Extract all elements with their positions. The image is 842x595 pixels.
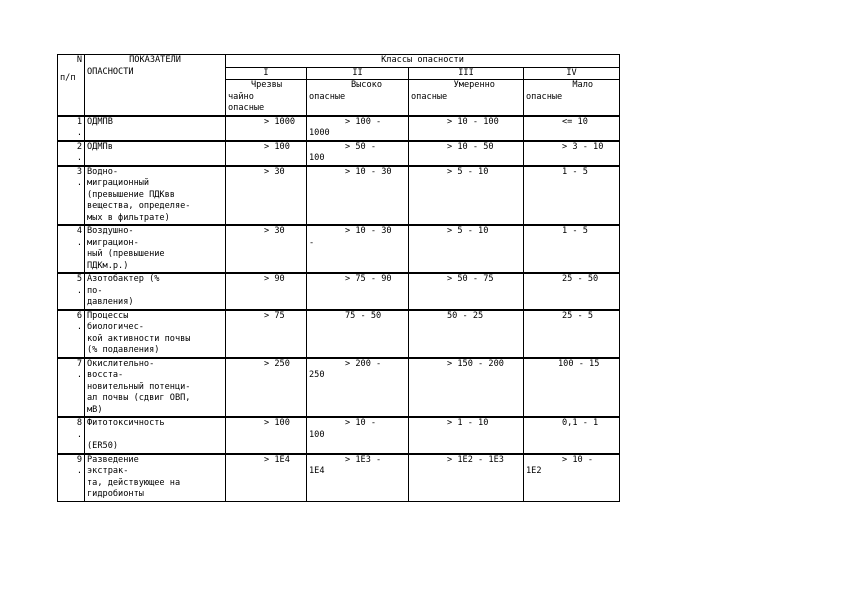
row-number: 5 . <box>58 273 85 310</box>
row-class-1: > 100 <box>226 141 307 166</box>
row-class-2: 75 - 50 <box>307 310 409 358</box>
row-class-3: > 1Е2 - 1Е3 <box>409 454 524 502</box>
row-class-1: > 250 <box>226 358 307 418</box>
row-class-1: > 1Е4 <box>226 454 307 502</box>
row-number: 9 . <box>58 454 85 502</box>
hazard-classes-table <box>57 54 620 502</box>
table-row <box>58 166 620 226</box>
row-class-3: > 10 - 50 <box>409 141 524 166</box>
class-numeral-2: II <box>307 67 409 80</box>
row-number: 2 . <box>58 141 85 166</box>
row-indicator: Окислительно- восста- новительный потенци- ал почвы (сдвиг ОВП, мВ) <box>85 358 226 418</box>
row-class-3: > 5 - 10 <box>409 225 524 273</box>
row-class-1: > 1000 <box>226 116 307 141</box>
class-numeral-1: I <box>226 67 307 80</box>
row-class-2: > 75 - 90 <box>307 273 409 310</box>
table-row <box>58 417 620 454</box>
row-class-2: > 10 - 100 <box>307 417 409 454</box>
class-name-1: Чрезвы чайно опасные <box>226 80 307 116</box>
row-class-4: > 3 - 10 <box>524 141 620 166</box>
row-class-1: > 75 <box>226 310 307 358</box>
row-class-4: 25 - 50 <box>524 273 620 310</box>
row-class-1: > 30 <box>226 225 307 273</box>
class-numeral-4: IV <box>524 67 620 80</box>
row-indicator: Разведение экстрак- та, действующее на гидробионты <box>85 454 226 502</box>
row-class-1: > 90 <box>226 273 307 310</box>
row-indicator: ОДМПВ <box>85 116 226 141</box>
row-indicator: Воздушно- миграцион- ный (превышение ПДКм.р.) <box>85 225 226 273</box>
row-class-4: <= 10 <box>524 116 620 141</box>
row-class-3: > 10 - 100 <box>409 116 524 141</box>
row-class-2: > 100 - 1000 <box>307 116 409 141</box>
row-class-3: > 5 - 10 <box>409 166 524 226</box>
row-indicator: Водно- миграционный (превышение ПДКвв вещества, определяе- мых в фильтрате) <box>85 166 226 226</box>
row-class-2: > 10 - 30 <box>307 166 409 226</box>
row-class-4: 0,1 - 1 <box>524 417 620 454</box>
row-class-4: 1 - 5 <box>524 166 620 226</box>
table-row <box>58 454 620 502</box>
header-classes-title: Классы опасности <box>226 55 620 68</box>
table-row <box>58 273 620 310</box>
row-class-2: > 50 - 100 <box>307 141 409 166</box>
row-number: 8 . <box>58 417 85 454</box>
table-row <box>58 358 620 418</box>
table-row <box>58 116 620 141</box>
class-name-2: Высоко опасные <box>307 80 409 116</box>
row-number: 7 . <box>58 358 85 418</box>
row-number: 6 . <box>58 310 85 358</box>
row-class-4: 1 - 5 <box>524 225 620 273</box>
row-class-3: > 1 - 10 <box>409 417 524 454</box>
class-name-3: Умеренно опасные <box>409 80 524 116</box>
row-class-2: > 1Е3 - 1Е4 <box>307 454 409 502</box>
row-number: 3 . <box>58 166 85 226</box>
row-class-2: > 10 - 30 - <box>307 225 409 273</box>
class-name-4: Мало опасные <box>524 80 620 116</box>
row-class-4: 100 - 15 <box>524 358 620 418</box>
table-row <box>58 141 620 166</box>
header-num: N п/п <box>58 55 85 116</box>
row-class-2: > 200 - 250 <box>307 358 409 418</box>
row-class-3: > 50 - 75 <box>409 273 524 310</box>
class-numeral-3: III <box>409 67 524 80</box>
table-row <box>58 225 620 273</box>
row-class-4: > 10 - 1Е2 <box>524 454 620 502</box>
header-row-1 <box>58 55 620 68</box>
row-class-4: 25 - 5 <box>524 310 620 358</box>
row-indicator: Процессы биологичес- кой активности почвы (% подавления) <box>85 310 226 358</box>
row-class-1: > 100 <box>226 417 307 454</box>
row-class-1: > 30 <box>226 166 307 226</box>
row-indicator: Азотобактер (% по- давления) <box>85 273 226 310</box>
row-indicator: Фитотоксичность (ER50) <box>85 417 226 454</box>
header-indicators: ПОКАЗАТЕЛИ ОПАСНОСТИ <box>85 55 226 116</box>
row-number: 4 . <box>58 225 85 273</box>
row-class-3: 50 - 25 <box>409 310 524 358</box>
row-indicator: ОДМПв <box>85 141 226 166</box>
row-number: 1 . <box>58 116 85 141</box>
row-class-3: > 150 - 200 <box>409 358 524 418</box>
table-row <box>58 310 620 358</box>
